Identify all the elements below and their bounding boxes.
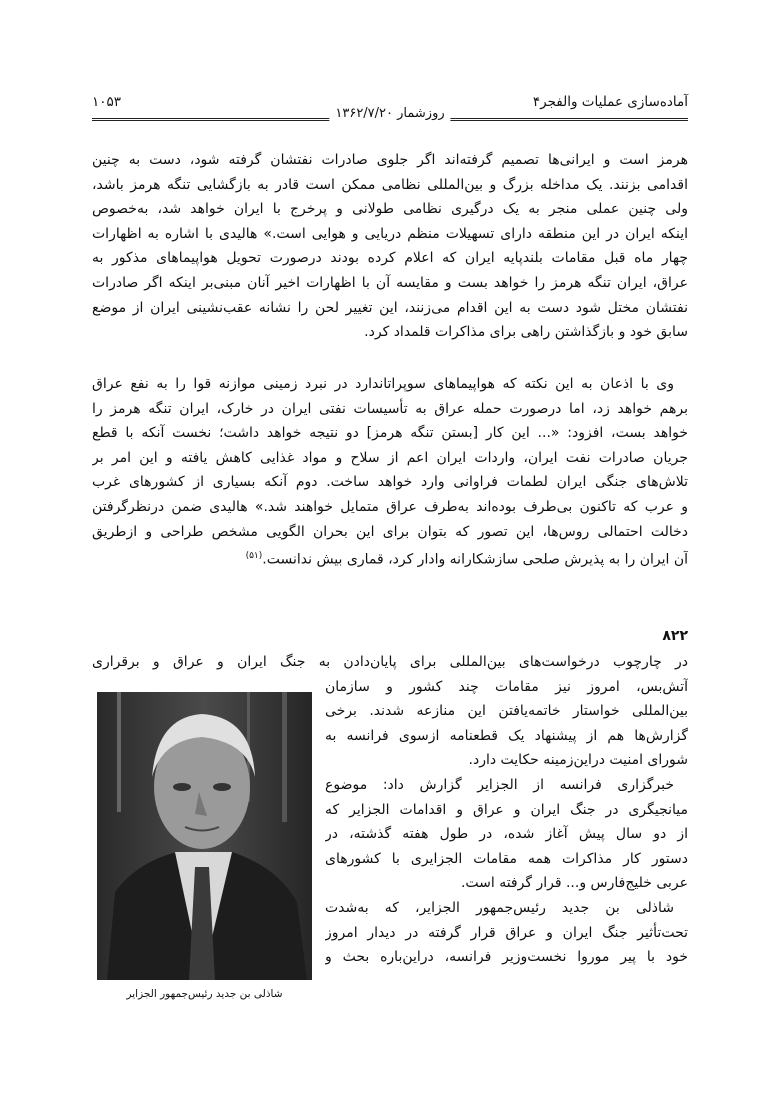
text-line: دخالت احتمالی روس‌ها، این تصور که بتوان برای این بحران الگویی مشخص طراحی و ازطریق bbox=[92, 523, 688, 540]
text-line: میانجیگری در جنگ ایران و عراق و اقدامات الجزایر که bbox=[325, 801, 688, 818]
text-line: از دو سال پیش آغاز شده، در طول هفته گذشته، در bbox=[325, 826, 688, 843]
section-first-line bbox=[92, 650, 688, 675]
text-line: شورای امنیت دراین‌زمینه حکایت دارد. bbox=[468, 752, 688, 769]
text-line: اقدامی بزنند. یک مداخله بزرگ و بین‌المللی نظامی ممکن است قادر به بازگشایی تنگه هرمز باشد، bbox=[92, 176, 688, 193]
text-line-content: آن ایران را به پذیرش صلحی سازشکارانه وادار کرد، قماری بیش ندانست. bbox=[262, 551, 688, 568]
text-line: خواهد بست، افزود: «... این کار [بستن تنگه هرمز] دو نتیجه خواهد داشت؛ نخست آنکه با قطع bbox=[92, 425, 688, 442]
section-number: ۸۲۲ bbox=[662, 628, 688, 644]
text-line: خود با پیر موروا نخست‌وزیر فرانسه، دراین‌باره بحث و bbox=[325, 949, 688, 966]
text-line: چهار ماه قبل مقامات بلندپایه ایران که اعلام کرده بودند درصورت تحویل هواپیماهای مذکور به bbox=[92, 250, 688, 267]
text-line: برهم خواهد زد، اما درصورت حمله عراق به تأسیسات نفتی ایران در خارک، ایران تنگه هرمز را bbox=[92, 400, 688, 417]
text-line: و عرب که تاکنون بی‌طرف بوده‌اند به‌طرف عراق متمایل خواهند شد.» هالیدی ضمن درنظرگرفتن bbox=[92, 498, 688, 515]
footnote-reference[interactable]: (۵۱) bbox=[245, 551, 263, 562]
book-title: آماده‌سازی عملیات والفجر۴ bbox=[532, 94, 688, 110]
text-line: عراق، ایران تنگه هرمز را خواهد بست و مقایسه آن با اظهارات اخیر آنان مبنی‌بر اینکه اگر صادرات bbox=[92, 274, 688, 291]
portrait-photo bbox=[97, 692, 312, 980]
text-line: تلاش‌های جنگی ایران لطمات فراوانی وارد خواهد ساخت. دوم آنکه بسیاری از کشورهای غرب bbox=[92, 474, 688, 491]
text-line bbox=[92, 544, 688, 569]
text-line: عربی خلیج‌فارس و... قرار گرفته است. bbox=[460, 875, 688, 892]
section-column-text bbox=[325, 675, 688, 970]
paragraph-2 bbox=[92, 372, 688, 569]
page-number: ۱۰۵۳ bbox=[92, 94, 122, 110]
page-header bbox=[92, 92, 688, 122]
text-line: ولی چنین عملی منجر به یک درگیری نظامی طولانی و پرخرج با ایران خواهد شد، به‌خصوص bbox=[92, 201, 688, 218]
paragraph-1 bbox=[92, 148, 688, 345]
text-line: دستور کار مذاکرات همه مقامات الجزایری با کشورهای bbox=[325, 850, 688, 867]
text-line: وی با اذعان به این نکته که هواپیماهای سوپراتاندارد در نبرد زمینی موازنه قوا را به نفع عراق bbox=[92, 376, 674, 392]
text-line: خبرگزاری فرانسه از الجزایر گزارش داد: موضوع bbox=[325, 776, 674, 793]
text-line: تحت‌تأثیر جنگ ایران و عراق قرار گرفته در دیدار امروز bbox=[325, 924, 688, 941]
text-line: نفتشان مختل شود دست به این اقدام می‌زنند، این تغییر لحن را نشانه عقب‌نشینی ایران از موضع bbox=[92, 299, 688, 316]
text-line: جریان صادرات نفت ایران، واردات ایران اعم از سلاح و مواد غذایی کاهش یافته و این امر بر bbox=[92, 449, 688, 466]
text-line: سابق خود و بازگذاشتن راهی برای مذاکرات قلمداد کرد. bbox=[364, 324, 688, 341]
text-line: هرمز است و ایرانی‌ها تصمیم گرفته‌اند اگر جلوی صادرات نفتشان گرفته شود، دست به چنین bbox=[92, 152, 688, 168]
chronicle-date: روزشمار ۱۳۶۲/۷/۲۰ bbox=[329, 106, 450, 121]
text-line: بین‌المللی خواستار خاتمه‌یافتن این منازعه شدند. برخی bbox=[325, 703, 688, 720]
text-line: اینکه ایران در این منطقه دارای تسهیلات منظم دریایی و هوایی است.» هالیدی با اشاره به اظهارات bbox=[92, 225, 688, 242]
text-line: گزارش‌ها هم از پیشنهاد یک قطعنامه ازسوی فرانسه به bbox=[325, 727, 688, 744]
photo-caption: شاذلی بن جدید رئیس‌جمهور الجزایر bbox=[126, 988, 283, 1000]
text-line: آتش‌بس، امروز نیز مقامات چند کشور و سازمان bbox=[325, 678, 688, 695]
text-line: شاذلی بن جدید رئیس‌جمهور الجزایر، که به‌شدت bbox=[325, 899, 674, 916]
text-line: در چارچوب درخواست‌های بین‌المللی برای پایان‌دادن به جنگ ایران و عراق و برقراری bbox=[92, 654, 688, 670]
